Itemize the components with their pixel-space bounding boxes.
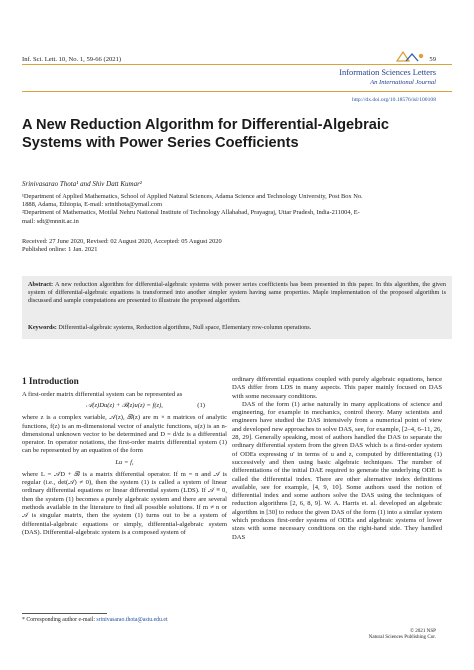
corresponding-email-link[interactable]: srinivasarao.thota@astu.edu.et [96, 617, 168, 623]
affiliation-line: 1888, Adama, Ethiopia, E-mail: srinithota@ymail.com [22, 201, 163, 209]
equation-1-number: (1) [197, 402, 205, 410]
section-heading: 1 Introduction [22, 376, 79, 386]
journal-block [339, 68, 436, 87]
paragraph: where L = 𝒜D + ℬ is a matrix differential operator. If m = n and 𝒜 is regular (i.e., det(𝒜) ≠ 0), then the system (1) is called a system of linear ordinary differential equations or linear differential system (LDS). If 𝒜 ≡ 0, then the system (1) becomes a purely algebraic system and there are several methods available in the literature to find all possible solutions. If m ≠ n or 𝒜 is singular matrix, then the system (1) turns out to be a system of differential-algebraic equations or simply, differential-algebraic system (DAS). Differential-algebraic system is a composed system of [22, 470, 227, 536]
affiliation-line: ²Department of Mathematics, Motilal Nehru National Institute of Technology Allahabad, Prayagraj, Uttar Pradesh, India-211004, E- [22, 209, 360, 217]
keywords-text: Differential-algebraic systems, Reduction algorithms, Null space, Elementary row-column operations. [58, 324, 312, 331]
equation-1 [22, 402, 227, 411]
abstract-label: Abstract: [28, 281, 54, 288]
footnote [22, 617, 168, 623]
doi-link[interactable]: http://dx.doi.org/10.18576/isl/100108 [352, 97, 436, 103]
publisher-name: Natural Sciences Publishing Cor. [368, 634, 436, 641]
paragraph: where z is a complex variable, 𝒜(z), ℬ(z) are m × n matrices of analytic functions, f(z) is an m-dimensional vector of analytic functions, u(z) is an n-dimensional unknown vector to be determined and D = d/dz is a differential operator. In operator notations, the first-order matrix differential system (1) can be represented by an equation of the form [22, 414, 227, 455]
title-line-1: A New Reduction Algorithm for Differential-Algebraic [22, 117, 390, 133]
journal-subtitle: An International Journal [370, 78, 436, 86]
dates [22, 238, 222, 254]
paper-title [22, 116, 442, 152]
authors: Srinivasarao Thota¹ and Shiv Datt Kumar² [22, 180, 142, 188]
received-dates: Received: 27 June 2020, Revised: 02 August 2020, Accepted: 05 August 2020 [22, 238, 222, 245]
paragraph: ordinary differential equations coupled with purely algebraic equations, hence DAS differ from LDS in many aspects. This paper mainly focused on DAS with some necessary conditions. [232, 376, 442, 400]
equation-1-body: 𝒜(z)Du(z) + ℬ(z)u(z) = f(z), [86, 402, 163, 410]
title-line-2: Systems with Power Series Coefficients [22, 135, 299, 151]
keywords [28, 324, 446, 332]
affiliation-line: ¹Department of Applied Mathematics, School of Applied Natural Sciences, Adama Science and Technology University, Post Box No. [22, 193, 363, 200]
nsp-logo [396, 50, 426, 64]
paragraph: DAS of the form (1) arise naturally in many applications of science and engineering, for example in mechanics, control theory. Many scientists and engineers have studied the DAS intensively from a numerical point of view and developed new approaches to solve DAS, see, for example, [2–4, 6–11, 26, 28, 29]. Generally speaking, most of authors handled the DAS to separate the ordinary differential system from the given DAS which is a first-order system of ODEs expressing u′ in terms of u and z, computed by differentiating (1) successively and then using basic algebraic techniques. The number of differentiations of the initial DAE required to generate the underlying ODE is called the differential index. There are other alternative index definitions available, see for example, [4, 9, 10]. Some authors used the notion of differential index and some authors solve the DAS using the techniques of reduction algorithms [2, 6, 8, 9]. W. A. Harris et. al. developed an algebraic algorithm in [30] to reduce the given DAS of the form (1) into a similar system which produces first-order systems of ODEs and algebraic systems of lower sizes with some necessary conditions on the right-hand side. They handled DAS [232, 400, 442, 541]
running-header-citation: Inf. Sci. Lett. 10, No. 1, 59-66 (2021) [22, 56, 122, 63]
column-right [232, 376, 442, 542]
published-date: Published online: 1 Jan. 2021 [22, 246, 98, 254]
abstract [28, 281, 446, 305]
header-rule [22, 64, 452, 65]
equation-2: Lu = f, [115, 458, 134, 466]
page-number: 59 [429, 56, 436, 63]
footnote-rule [22, 613, 107, 614]
paragraph: A first-order matrix differential system can be represented as [22, 391, 183, 398]
column-left [22, 391, 227, 537]
affiliations [22, 193, 447, 226]
footnote-label: * Corresponding author e-mail: [22, 617, 95, 623]
affiliation-line: mail: sdt@mnnit.ac.in [22, 217, 79, 225]
keywords-label: Keywords: [28, 324, 57, 331]
abstract-text: A new reduction algorithm for differential-algebraic systems with power series coefficients has been presented in this paper. In this algorithm, the given system of differential-algebraic equations is transformed into another simpler system having same properties. Maple implementation of the proposed algorithm is discussed and sample computations are presented to illustrate the proposed algorithm. [28, 281, 446, 304]
journal-name: Information Sciences Letters [339, 68, 436, 77]
journal-rule [22, 91, 452, 92]
copyright-line: © 2021 NSP [410, 628, 436, 634]
copyright [369, 628, 436, 641]
